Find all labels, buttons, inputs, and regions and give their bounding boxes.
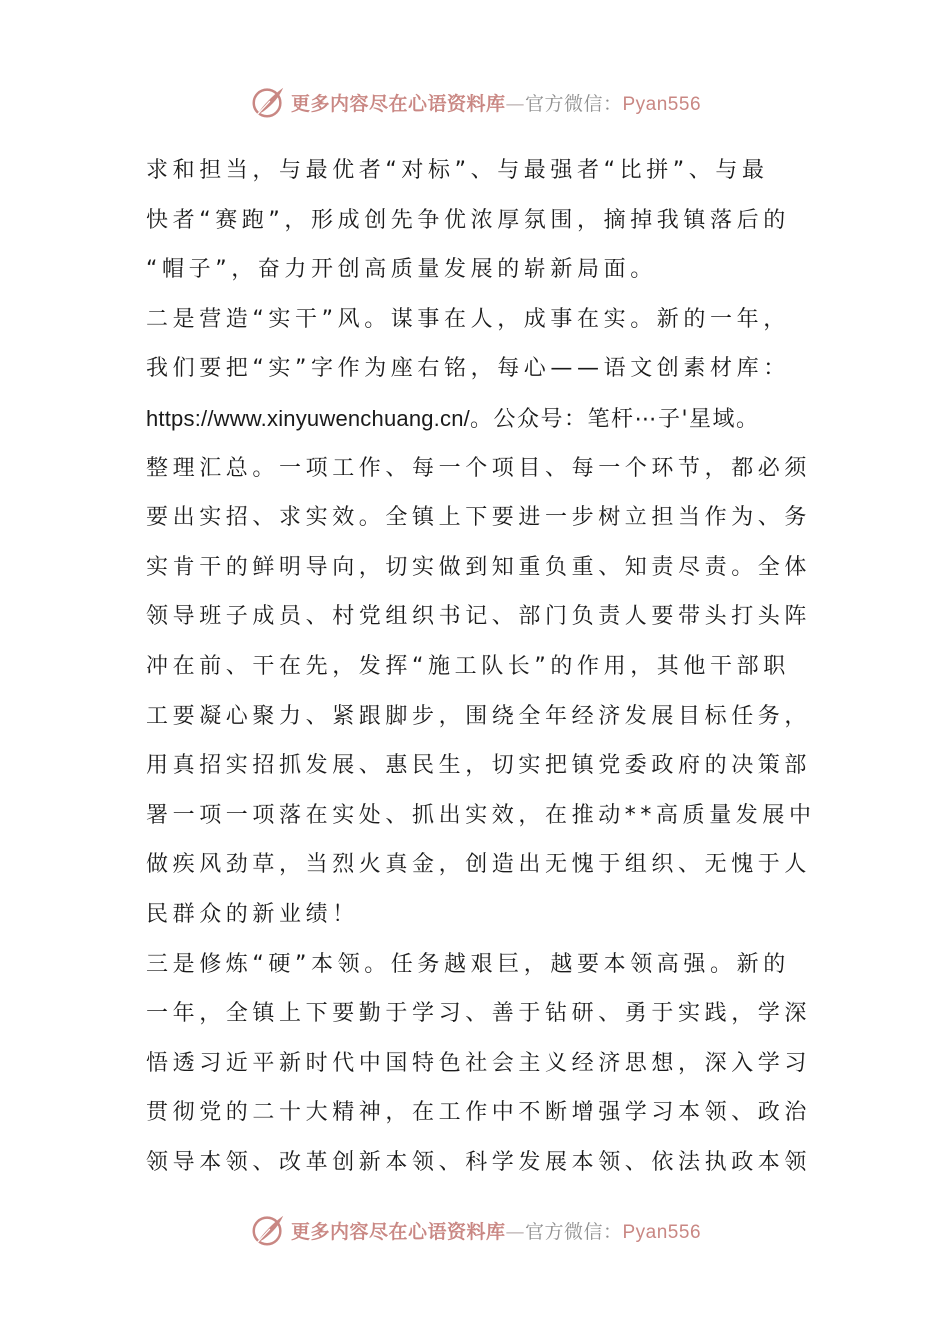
text-line: 三是修炼“硬”本领。任务越艰巨，越要本领高强。新的 xyxy=(146,951,790,977)
header-dash: — xyxy=(505,92,525,115)
text-line: 要出实招、求实效。全镇上下要进一步树立担当作为、务 xyxy=(146,505,812,531)
footer-wechat-id: Pyan556 xyxy=(622,1221,702,1243)
footer-brand: 更多内容尽在心语资料库 xyxy=(290,1220,506,1243)
text-line: 贯彻党的二十大精神，在工作中不断增强学习本领、政治 xyxy=(146,1100,812,1126)
footer-text xyxy=(291,1217,701,1244)
text-line: 实肯干的鲜明导向，切实做到知重负重、知责尽责。全体 xyxy=(146,554,812,580)
source-url: https://www.xinyuwenchuang.cn/ xyxy=(146,405,470,431)
footer-dash: — xyxy=(505,1220,525,1243)
quill-pen-icon xyxy=(249,1211,287,1249)
text-line: 民群众的新业绩！ xyxy=(146,901,359,927)
text-line: 署一项一项落在实处、抓出实效，在推动**高质量发展中 xyxy=(146,802,816,828)
text-line: 快者“赛跑”，形成创先争优浓厚氛围，摘掉我镇落后的 xyxy=(146,207,790,233)
header-label: 官方微信： xyxy=(524,92,623,115)
text-line: 领导本领、改革创新本领、科学发展本领、依法执政本领 xyxy=(146,1149,812,1175)
header-brand: 更多内容尽在心语资料库 xyxy=(290,92,506,115)
footer-banner xyxy=(0,1210,950,1250)
text-line: 做疾风劲草，当烈火真金，创造出无愧于组织、无愧于人 xyxy=(146,852,812,878)
body-text xyxy=(146,146,826,1187)
text-line: 悟透习近平新时代中国特色社会主义经济思想，深入学习 xyxy=(146,1050,812,1076)
text-line-with-url xyxy=(146,394,826,444)
header-wechat-id: Pyan556 xyxy=(622,93,702,115)
text-line: 工要凝心聚力、紧跟脚步，围绕全年经济发展目标任务， xyxy=(146,703,812,729)
text-line-rest: 。公众号：笔杆⋯子'星域。 xyxy=(469,406,760,432)
text-line: 领导班子成员、村党组织书记、部门负责人要带头打头阵 xyxy=(146,604,812,630)
text-line: 用真招实招抓发展、惠民生，切实把镇党委政府的决策部 xyxy=(146,753,812,779)
footer-label: 官方微信： xyxy=(524,1220,623,1243)
text-line: 我们要把“实”字作为座右铭，每心——语文创素材库： xyxy=(146,356,790,382)
text-line: 整理汇总。一项工作、每一个项目、每一个环节，都必须 xyxy=(146,455,812,481)
text-line: 冲在前、干在先，发挥“施工队长”的作用，其他干部职 xyxy=(146,653,790,679)
header-text xyxy=(291,89,701,116)
text-line: “帽子”，奋力开创高质量发展的崭新局面。 xyxy=(146,257,657,283)
text-line: 求和担当，与最优者“对标”、与最强者“比拼”、与最 xyxy=(146,158,769,183)
text-line: 一年，全镇上下要勤于学习、善于钻研、勇于实践，学深 xyxy=(146,1001,812,1027)
text-line: 二是营造“实干”风。谋事在人，成事在实。新的一年， xyxy=(146,306,790,332)
quill-pen-icon xyxy=(249,83,287,121)
header-banner xyxy=(0,82,950,122)
